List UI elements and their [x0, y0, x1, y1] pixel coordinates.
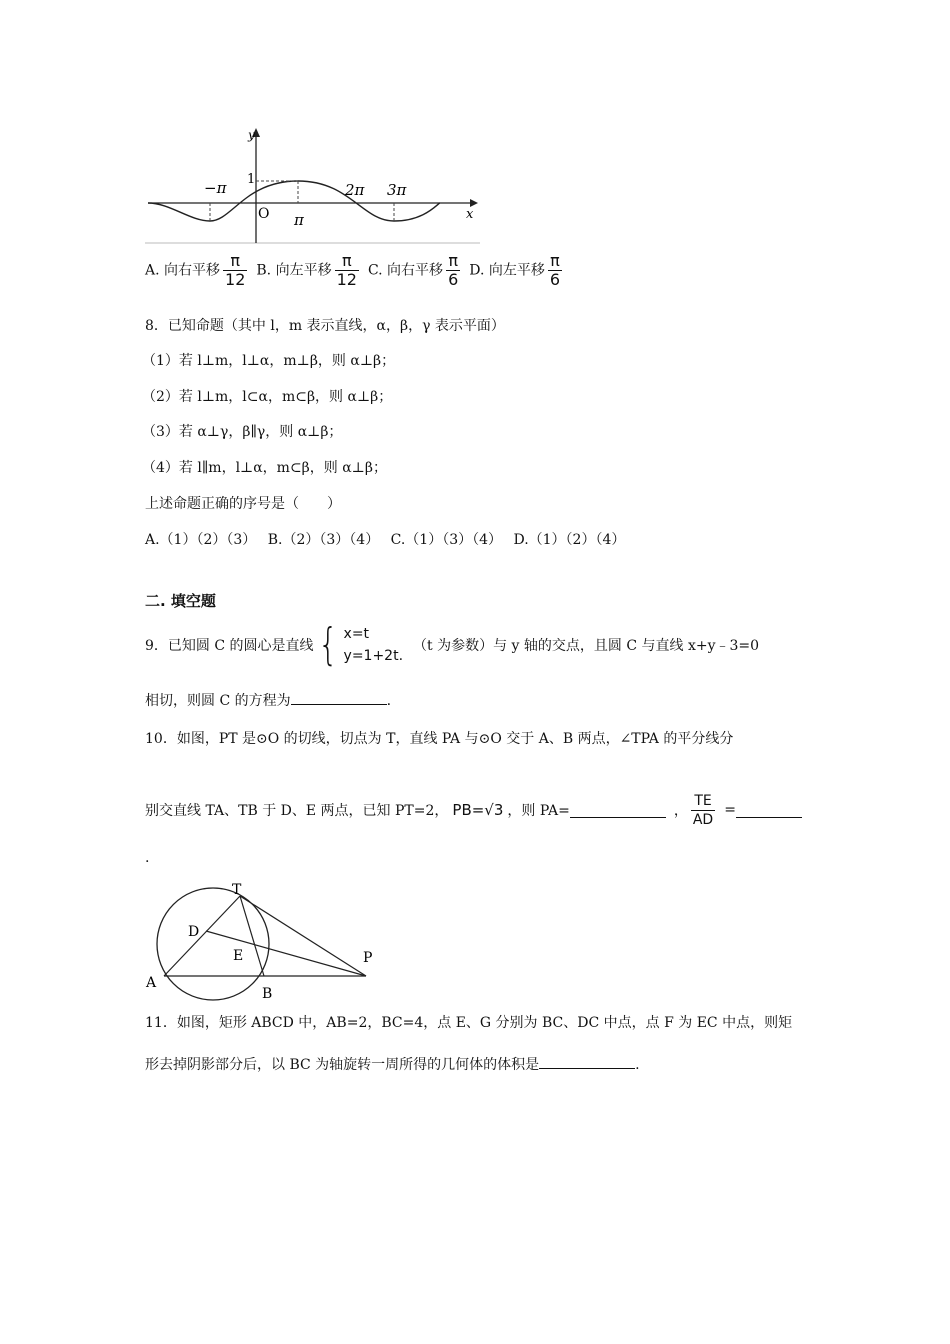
q11-period: . — [635, 1057, 640, 1073]
tick-label-neg-pi: −π — [204, 179, 227, 197]
sine-graph-figure — [140, 125, 485, 247]
q10-pa-prompt: ，则 PA= — [507, 803, 570, 819]
q7-option-c-text: C. 向右平移 — [367, 262, 444, 279]
fraction-denominator: AD — [692, 811, 714, 828]
q8-proposition-2: （2）若 l⊥m，l⊂α，m⊂β，则 α⊥β； — [142, 389, 393, 405]
segment-dp — [206, 931, 366, 976]
fraction-numerator: π — [341, 251, 352, 270]
fraction-numerator: π — [448, 251, 458, 270]
q8-proposition-4: （4）若 l∥m，l⊥α，m⊂β，则 α⊥β； — [142, 460, 387, 476]
q10-line-2 — [145, 785, 802, 835]
q10-trailing-dot: . — [145, 850, 150, 866]
fraction-numerator: π — [230, 251, 241, 270]
q7-option-a — [145, 252, 250, 289]
q7-option-b — [256, 252, 362, 289]
q7-option-a-text: A. 向右平移 — [145, 262, 221, 279]
q9-line-1 — [145, 620, 759, 670]
q7-option-d-text: D. 向左平移 — [469, 262, 545, 279]
fraction-denominator: 12 — [336, 270, 357, 289]
tick-label-two-pi: 2π — [345, 181, 365, 199]
q7-options — [145, 252, 565, 289]
q7-option-b-text: B. 向左平移 — [256, 262, 332, 279]
q7-option-b-fraction — [335, 252, 359, 289]
q9-equation-x: x=t — [343, 626, 370, 642]
q7-option-d — [469, 252, 565, 289]
point-label-b: B — [262, 986, 273, 1002]
point-label-t: T — [232, 882, 242, 898]
q9-line-2-text: 相切，则圆 C 的方程为 — [145, 693, 291, 709]
q10-ratio-answer-blank[interactable] — [736, 803, 802, 818]
q9-line-2-period: . — [386, 693, 392, 709]
q8-question: 上述命题正确的序号是（ ） — [145, 496, 341, 512]
segment-pt — [240, 896, 366, 976]
q10-line-1: 10．如图，PT 是⊙O 的切线，切点为 T，直线 PA 与⊙O 交于 A、B 两点，∠TPA 的平分线分 — [145, 731, 734, 747]
q11-answer-blank[interactable] — [539, 1054, 635, 1069]
point-label-a: A — [146, 975, 157, 991]
q9-text-start: 9．已知圆 C 的圆心是直线 — [145, 638, 314, 654]
q11-line-2-text: 形去掉阴影部分后，以 BC 为轴旋转一周所得的几何体的体积是 — [145, 1057, 540, 1073]
section-title-fill-in: 二. 填空题 — [145, 592, 216, 610]
q9-text-end: （t 为参数）与 y 轴的交点，且圆 C 与直线 x+y﹣3=0 — [413, 638, 760, 654]
point-label-e: E — [233, 948, 244, 964]
q7-option-c — [368, 252, 463, 289]
q10-te-ad-fraction — [691, 792, 715, 829]
point-label-d: D — [188, 924, 200, 940]
point-label-p: P — [363, 950, 373, 966]
y-axis-label: y — [248, 128, 255, 142]
origin-label: O — [258, 206, 270, 222]
q9-answer-blank[interactable] — [291, 690, 387, 705]
q9-equation-y: y=1+2t. — [343, 648, 404, 664]
x-axis-arrow — [470, 199, 478, 207]
q8-proposition-3: （3）若 α⊥γ，β∥γ，则 α⊥β； — [142, 424, 343, 440]
q7-option-c-fraction — [446, 252, 460, 289]
fraction-denominator: 6 — [448, 270, 459, 289]
x-axis-label: x — [466, 207, 474, 222]
q7-option-a-fraction — [223, 252, 247, 289]
fraction-numerator: TE — [694, 792, 712, 809]
q8-options: A.（1）（2）（3） B.（2）（3）（4） C.（1）（3）（4） D.（1）（2）（4） — [145, 532, 626, 548]
fraction-numerator: π — [550, 251, 560, 270]
fraction-denominator: 12 — [225, 270, 246, 289]
q7-option-d-fraction — [548, 252, 562, 289]
tick-label-three-pi: 3π — [387, 181, 407, 199]
q10-line-2-text: 别交直线 TA、TB 于 D、E 两点，已知 PT=2， — [145, 803, 449, 819]
q10-comma: ， — [673, 803, 688, 819]
q11-line-2 — [145, 1054, 640, 1074]
segment-ta — [164, 896, 240, 976]
segment-tb — [240, 896, 264, 976]
q11-line-1: 11．如图，矩形 ABCD 中，AB=2，BC=4，点 E、G 分别为 BC、DC 中点，点 F 为 EC 中点，则矩 — [145, 1015, 793, 1031]
q10-equals: = — [724, 802, 736, 818]
circle-tangent-figure — [142, 882, 382, 1007]
q9-parametric-system — [314, 619, 404, 670]
q10-pa-answer-blank[interactable] — [570, 803, 666, 818]
left-brace-icon: { — [317, 619, 338, 670]
q9-line-2 — [145, 690, 391, 710]
q8-proposition-1: （1）若 l⊥m，l⊥α，m⊥β，则 α⊥β； — [142, 353, 396, 369]
q10-pb-value: PB=√3 — [452, 801, 504, 819]
tick-label-one: 1 — [247, 172, 256, 187]
tick-label-pi: π — [294, 211, 304, 229]
fraction-denominator: 6 — [549, 270, 561, 289]
q8-stem: 8．已知命题（其中 l，m 表示直线，α，β，γ 表示平面） — [145, 318, 505, 334]
